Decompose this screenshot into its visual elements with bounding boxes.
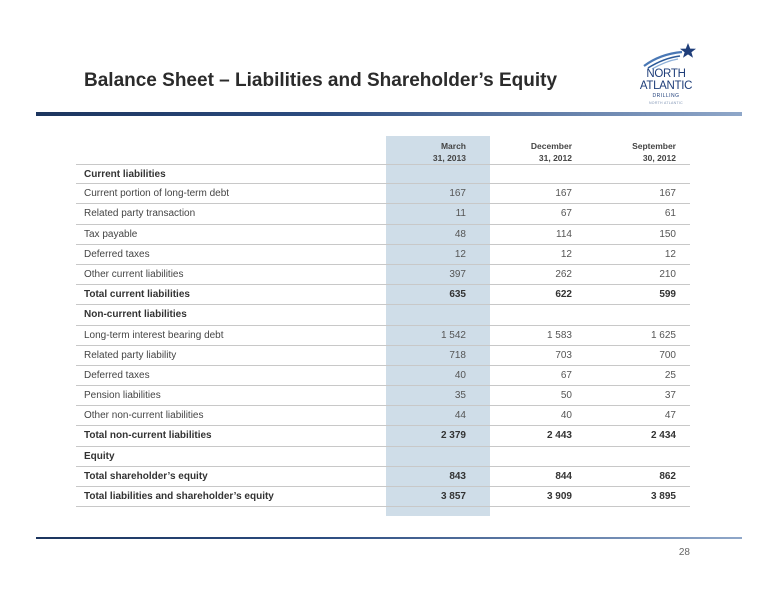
header-divider	[36, 112, 742, 116]
column-header-line2: 30, 2012	[642, 153, 676, 163]
table-row	[76, 305, 690, 325]
row-value: 1 583	[546, 329, 572, 341]
row-value: 262	[555, 268, 572, 280]
row-label: Current liabilities	[84, 169, 166, 180]
row-value: 50	[560, 390, 572, 402]
table-row	[76, 467, 690, 487]
logo-text-drilling: DRILLING	[652, 93, 680, 99]
row-value: 167	[449, 188, 466, 200]
row-value: 114	[556, 228, 572, 240]
row-value: 622	[555, 289, 572, 301]
column-header-line1: September	[632, 141, 676, 151]
row-value: 40	[454, 369, 466, 381]
table-row	[76, 386, 690, 406]
column-header-line2: 31, 2012	[538, 153, 572, 163]
table-row	[76, 265, 690, 285]
row-value: 61	[664, 208, 676, 220]
table-row	[76, 184, 690, 204]
row-value: 47	[664, 410, 676, 422]
row-value: 703	[555, 349, 572, 361]
row-value: 1 625	[650, 329, 676, 341]
table-row	[76, 487, 690, 507]
row-value: 150	[659, 228, 676, 240]
table-row	[76, 366, 690, 386]
row-value: 844	[555, 470, 572, 482]
row-value: 1 542	[440, 329, 466, 341]
page-number: 28	[678, 547, 690, 558]
row-value: 44	[454, 410, 466, 422]
row-label: Non-current liabilities	[84, 309, 187, 321]
row-label: Tax payable	[84, 228, 138, 240]
row-label: Deferred taxes	[84, 369, 150, 381]
table-row	[76, 204, 690, 224]
logo-text-north: NORTH	[646, 68, 686, 80]
table-row	[76, 285, 690, 305]
row-value: 397	[449, 268, 466, 280]
table-row	[76, 164, 690, 184]
row-value: 37	[664, 390, 676, 402]
row-label: Other current liabilities	[84, 268, 184, 280]
row-label: Deferred taxes	[84, 248, 150, 260]
row-value: 3 857	[440, 491, 466, 502]
row-value: 48	[454, 228, 466, 240]
logo-text-atlantic: ATLANTIC	[639, 80, 693, 92]
row-value: 167	[555, 188, 572, 200]
table-row	[76, 346, 690, 366]
row-value: 2 434	[650, 430, 676, 442]
row-label: Pension liabilities	[84, 390, 161, 402]
table-row	[76, 406, 690, 426]
column-header-line1: March	[440, 141, 466, 151]
row-value: 67	[560, 369, 572, 381]
column-header-september-2012	[576, 140, 676, 164]
row-label: Related party transaction	[84, 208, 196, 220]
column-header-december-2012	[472, 140, 572, 164]
row-label: Long-term interest bearing debt	[84, 329, 224, 341]
row-value: 843	[449, 470, 466, 482]
row-value: 25	[664, 369, 676, 381]
row-label: Total current liabilities	[84, 289, 190, 301]
row-value: 35	[454, 390, 466, 402]
row-value: 862	[659, 470, 676, 482]
row-value: 40	[560, 410, 572, 422]
column-header-march-2013	[366, 140, 466, 164]
table-row	[76, 426, 690, 446]
row-value: 210	[659, 268, 676, 280]
row-value: 167	[659, 188, 676, 200]
row-value: 12	[454, 248, 466, 260]
row-value: 700	[659, 349, 676, 361]
row-value: 3 909	[546, 491, 572, 502]
table-row	[76, 225, 690, 245]
row-value: 11	[455, 208, 466, 220]
column-header-line1: December	[530, 141, 572, 151]
row-label: Related party liability	[84, 349, 177, 361]
balance-sheet-table	[76, 164, 690, 507]
table-row	[76, 326, 690, 346]
row-label: Total shareholder’s equity	[84, 470, 208, 482]
table-row	[76, 245, 690, 265]
logo-tagline: NORTH ATLANTIC	[648, 101, 684, 105]
footer-divider	[36, 537, 742, 539]
row-value: 2 379	[440, 430, 466, 442]
row-value: 635	[449, 289, 466, 301]
table-row	[76, 447, 690, 467]
column-header-line2: 31, 2013	[432, 153, 466, 163]
row-label: Current portion of long-term debt	[84, 188, 230, 200]
row-value: 2 443	[546, 430, 572, 442]
row-value: 12	[664, 248, 676, 260]
row-value: 3 895	[650, 491, 676, 502]
row-value: 67	[560, 208, 572, 220]
page-title: Balance Sheet – Liabilities and Shareholder’s Equity	[84, 70, 558, 91]
row-label: Equity	[84, 450, 115, 462]
company-logo	[626, 40, 706, 112]
star-swoosh-icon	[626, 40, 706, 70]
row-value: 12	[560, 248, 572, 260]
row-value: 599	[659, 289, 676, 301]
row-label: Total liabilities and shareholder’s equity	[84, 491, 274, 502]
row-label: Total non-current liabilities	[84, 430, 212, 442]
row-value: 718	[449, 349, 466, 361]
row-label: Other non-current liabilities	[84, 410, 204, 422]
